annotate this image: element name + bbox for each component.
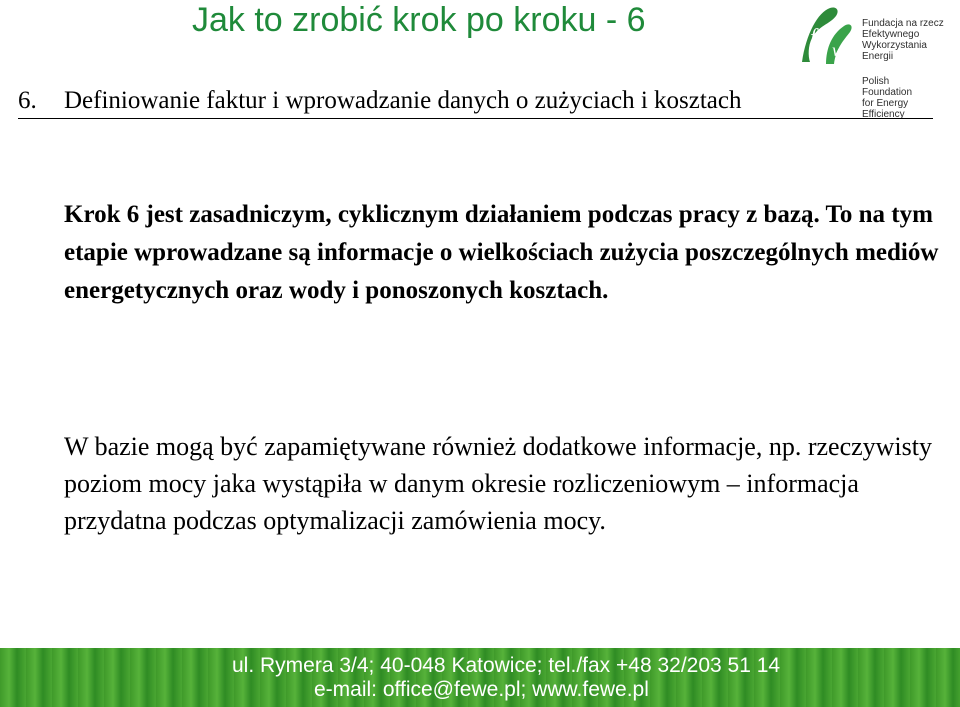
paragraph: W bazie mogą być zapamiętywane również dodatkowe informacje, np. rzeczywisty poziom mocy jaka wystąpiła w danym okresie rozliczeniowym – informacja przydatna podczas optymalizacji zamówienia mocy.: [64, 432, 932, 535]
section-heading-text: Definiowanie faktur i wprowadzanie danych o zużyciach i kosztach: [64, 87, 742, 114]
fewe-logo-icon: [796, 4, 856, 68]
footer-contact: e-mail: office@fewe.pl; www.fewe.pl: [314, 678, 649, 701]
footer-address: ul. Rymera 3/4; 40-048 Katowice; tel./fax +48 32/203 51 14: [232, 654, 781, 677]
svg-text:w: w: [832, 40, 845, 60]
logo-name-en: Polish Foundation for Energy Efficiency: [862, 76, 913, 120]
section-heading: [18, 84, 933, 119]
footer-bar: [0, 648, 960, 707]
paragraph-bold: Krok 6 jest zasadniczym, cyklicznym działaniem podczas pracy z bazą. To na tym etapie wprowadzane są informacje o wielkościach zużycia poszczególnych mediów energetycznych oraz wody i ponoszonych kosztach.: [64, 201, 939, 304]
section-number: 6.: [18, 87, 37, 114]
logo-name-pl: Fundacja na rzecz Efektywnego Wykorzystania Energii: [862, 18, 944, 62]
slide-title: Jak to zrobić krok po kroku - 6: [192, 1, 646, 39]
svg-text:f: f: [810, 24, 817, 49]
